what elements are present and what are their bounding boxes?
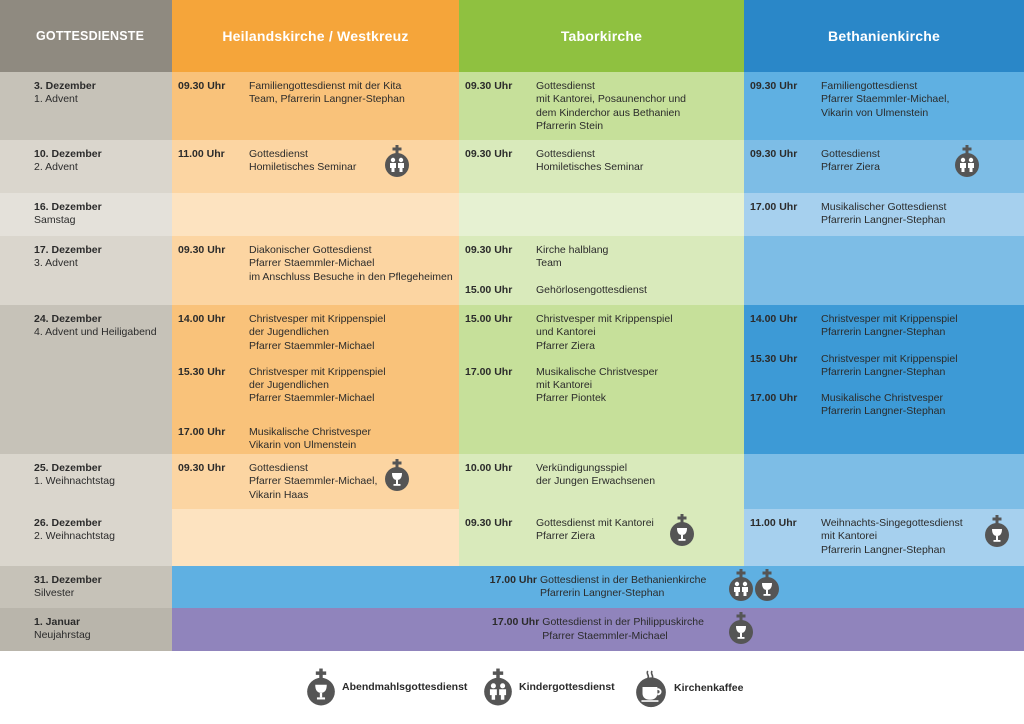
- legend-kindergottesdienst: Kindergottesdienst: [483, 668, 615, 706]
- event: 09.30 Uhr Familiengottesdienst Pfarrer Staemmler-Michael, Vikarin von Ulmenstein: [750, 80, 950, 119]
- tabor-cell: [459, 72, 744, 140]
- event: 15.00 Uhr Christvesper mit Krippenspiel und Kantorei Pfarrer Ziera: [465, 313, 673, 352]
- event: 15.30 Uhr Christvesper mit Krippenspiel Pfarrerin Langner-Stephan: [750, 352, 958, 378]
- date-cell: 16. Dezember Samstag: [0, 193, 172, 236]
- bethanien-cell: [744, 193, 1024, 236]
- date-cell: 1. Januar Neujahrstag: [0, 608, 172, 651]
- event: 17.00 Uhr Musikalischer Gottesdienst Pfarrerin Langner-Stephan: [750, 201, 947, 227]
- event: 09.30 Uhr Gottesdienst Pfarrer Ziera: [750, 148, 880, 174]
- joint-service-silvester: [172, 566, 1024, 608]
- kindergottesdienst-icon: [384, 145, 410, 177]
- header-gottesdienste: GOTTESDIENSTE: [0, 0, 172, 72]
- header-taborkirche: Taborkirche: [459, 0, 744, 72]
- event: 15.00 Uhr Gehörlosengottesdienst: [465, 283, 647, 296]
- kindergottesdienst-icon: [483, 668, 513, 706]
- abendmahl-icon: [754, 569, 780, 601]
- event: 10.00 Uhr Verkündigungsspiel der Jungen Erwachsenen: [465, 462, 656, 488]
- abendmahl-icon: [984, 515, 1010, 547]
- tabor-cell: [459, 305, 744, 454]
- kindergottesdienst-icon: [728, 569, 754, 601]
- legend-kirchenkaffee: Kirchenkaffee: [634, 668, 743, 708]
- tabor-cell: [459, 454, 744, 509]
- event: 09.30 Uhr Gottesdienst mit Kantorei, Posaunenchor und dem Kinderchor aus Bethanien Pfarrerin Stein: [465, 80, 687, 132]
- heiland-cell: [172, 193, 459, 236]
- kirchenkaffee-icon: [634, 668, 668, 708]
- date-cell: 31. Dezember Silvester: [0, 566, 172, 608]
- event: 09.30 Uhr Gottesdienst mit Kantorei Pfarrer Ziera: [465, 517, 654, 543]
- abendmahl-icon: [306, 668, 336, 706]
- heiland-cell: [172, 236, 459, 305]
- tabor-cell: [459, 509, 744, 566]
- event: 09.30 Uhr Kirche halblang Team: [465, 244, 609, 270]
- event: 11.00 Uhr Weihnachts-Singegottesdienst mit Kantorei Pfarrerin Langner-Stephan: [750, 517, 963, 556]
- event: 09.30 Uhr Gottesdienst Homiletisches Seminar: [465, 148, 644, 174]
- event: 17.00 Uhr Musikalische Christvesper mit Kantorei Pfarrer Piontek: [465, 365, 658, 405]
- legend-abendmahl: Abendmahlsgottesdienst: [306, 668, 467, 706]
- bethanien-cell: [744, 454, 1024, 509]
- abendmahl-icon: [669, 514, 695, 546]
- heiland-cell: [172, 140, 459, 193]
- header-bethanienkirche: Bethanienkirche: [744, 0, 1024, 72]
- bethanien-cell: [744, 140, 1024, 193]
- date-cell: 10. Dezember 2. Advent: [0, 140, 172, 193]
- event: 09.30 Uhr Familiengottesdienst mit der Kita Team, Pfarrerin Langner-Stephan: [178, 80, 405, 106]
- heiland-cell: [172, 454, 459, 509]
- tabor-cell: [459, 140, 744, 193]
- event: 17.00 Uhr Musikalische Christvesper Pfarrerin Langner-Stephan: [750, 392, 946, 418]
- event: 11.00 Uhr Gottesdienst Homiletisches Seminar: [178, 148, 357, 174]
- bethanien-cell: [744, 509, 1024, 566]
- event: 09.30 Uhr Gottesdienst Pfarrer Staemmler-Michael, Vikarin Haas: [178, 462, 378, 501]
- event: 14.00 Uhr Christvesper mit Krippenspiel der Jugendlichen Pfarrer Staemmler-Michael: [178, 313, 386, 352]
- date-cell: 24. Dezember 4. Advent und Heiligabend: [0, 305, 172, 454]
- event: 17.00 Uhr Gottesdienst in der Bethanienkirche Pfarrerin Langner-Stephan: [489, 573, 707, 599]
- date-cell: 25. Dezember 1. Weihnachtstag: [0, 454, 172, 509]
- bethanien-cell: [744, 72, 1024, 140]
- abendmahl-icon: [728, 612, 754, 644]
- bethanien-cell: [744, 236, 1024, 305]
- header-heilandskirche: Heilandskirche / Westkreuz: [172, 0, 459, 72]
- event: 15.30 Uhr Christvesper mit Krippenspiel der Jugendlichen Pfarrer Staemmler-Michael: [178, 365, 386, 405]
- event: 14.00 Uhr Christvesper mit Krippenspiel Pfarrerin Langner-Stephan: [750, 313, 958, 339]
- tabor-cell: [459, 236, 744, 305]
- kindergottesdienst-icon: [954, 145, 980, 177]
- event: 17.00 Uhr Gottesdienst in der Philippuskirche Pfarrer Staemmler-Michael: [492, 616, 704, 642]
- date-cell: 3. Dezember 1. Advent: [0, 72, 172, 140]
- event: 17.00 Uhr Musikalische Christvesper Vikarin von Ulmenstein: [178, 425, 371, 452]
- heiland-cell: [172, 305, 459, 454]
- heiland-cell: [172, 72, 459, 140]
- bethanien-cell: [744, 305, 1024, 454]
- event: 09.30 Uhr Diakonischer Gottesdienst Pfarrer Staemmler-Michael im Anschluss Besuche in den Pflegeheimen: [178, 244, 453, 283]
- abendmahl-icon: [384, 459, 410, 491]
- tabor-cell: [459, 193, 744, 236]
- date-cell: 26. Dezember 2. Weihnachtstag: [0, 509, 172, 566]
- date-cell: 17. Dezember 3. Advent: [0, 236, 172, 305]
- joint-service-neujahr: [172, 608, 1024, 651]
- heiland-cell: [172, 509, 459, 566]
- legend: [0, 660, 1024, 720]
